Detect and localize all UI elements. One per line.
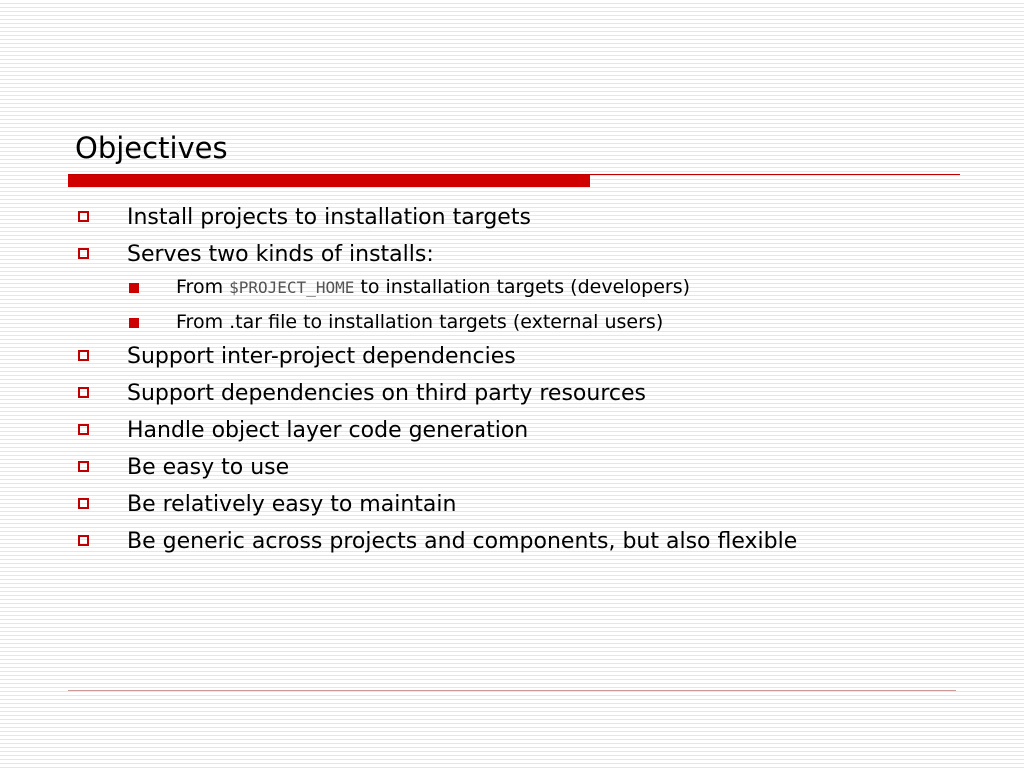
footer-divider bbox=[68, 690, 956, 691]
bullet-item bbox=[127, 416, 528, 446]
slide-title: Objectives bbox=[75, 131, 228, 165]
bullet-text: Be easy to use bbox=[127, 455, 290, 480]
bullet-item bbox=[127, 342, 516, 372]
hollow-square-icon bbox=[78, 424, 89, 435]
code-text: $PROJECT_HOME bbox=[229, 278, 355, 297]
bullet-text: Handle object layer code generation bbox=[127, 418, 529, 443]
sub-bullet-item bbox=[176, 274, 690, 301]
sub-bullet-suffix: to installation targets (developers) bbox=[354, 276, 691, 298]
bullet-text: Support dependencies on third party resources bbox=[127, 381, 646, 406]
bullet-item bbox=[127, 527, 797, 557]
hollow-square-icon bbox=[78, 535, 89, 546]
bullet-item bbox=[127, 490, 456, 520]
bullet-text: Be relatively easy to maintain bbox=[127, 492, 457, 517]
hollow-square-icon bbox=[78, 211, 89, 222]
bullet-text: Support inter-project dependencies bbox=[127, 344, 516, 369]
bullet-item bbox=[127, 453, 289, 483]
sub-bullet-prefix: From bbox=[176, 276, 230, 298]
filled-square-icon bbox=[129, 283, 139, 293]
hollow-square-icon bbox=[78, 350, 89, 361]
bullet-text: Install projects to installation targets bbox=[127, 205, 531, 230]
hollow-square-icon bbox=[78, 498, 89, 509]
bullet-item bbox=[127, 203, 531, 233]
bullet-item bbox=[127, 240, 434, 270]
bullet-item bbox=[127, 379, 646, 409]
bullet-text: From .tar file to installation targets (external users) bbox=[176, 311, 664, 333]
bullet-text: Serves two kinds of installs: bbox=[127, 242, 434, 267]
sub-bullet-item bbox=[176, 309, 663, 335]
bullet-text: Be generic across projects and components, but also flexible bbox=[127, 529, 798, 554]
filled-square-icon bbox=[129, 318, 139, 328]
hollow-square-icon bbox=[78, 461, 89, 472]
hollow-square-icon bbox=[78, 387, 89, 398]
hollow-square-icon bbox=[78, 248, 89, 259]
